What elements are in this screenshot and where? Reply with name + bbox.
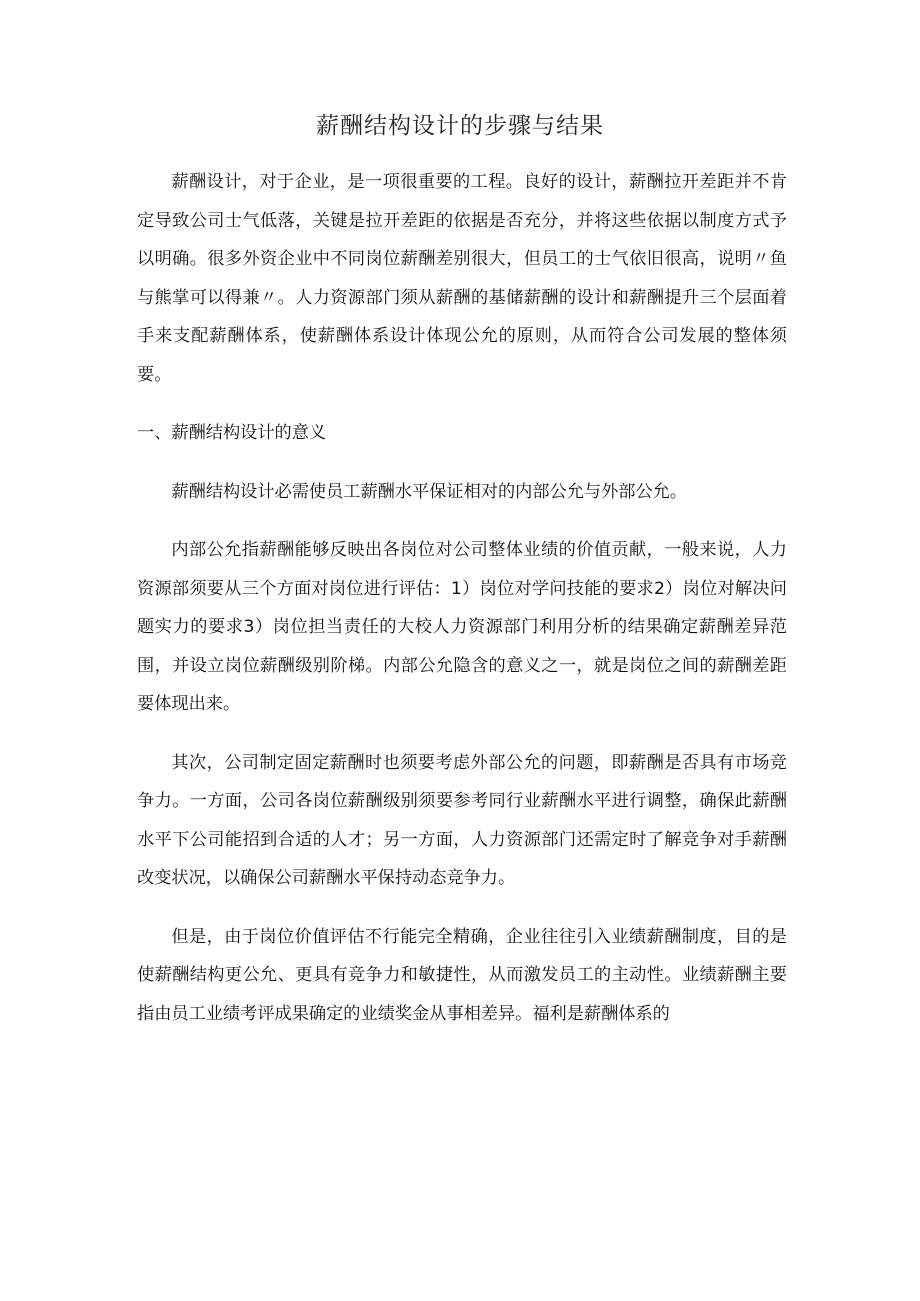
body-paragraph: 薪酬结构设计必需使员工薪酬水平保证相对的内部公允与外部公允。 <box>171 481 688 502</box>
body-paragraph: 内部公允指薪酬能够反映出各岗位对公司整体业绩的价值贡献，一般来说，人力资源部须要从三个方面对岗位进行评估：1）岗位对学问技能的要求2）岗位对解决问题实力的要求3）岗位担当责任的大校人力资源部门利用分析的结果确定薪酬差异范围，并设立岗位薪酬级别阶梯。内部公允隐含的意义之一，就是岗位之间的薪酬差距要体现出来。 <box>137 540 787 714</box>
document-body <box>137 163 787 1033</box>
body-paragraph: 其次，公司制定固定薪酬时也须要考虑外部公允的问题，即薪酬是否具有市场竞争力。一方面，公司各岗位薪酬级别须要参考同行业薪酬水平进行调整，确保此薪酬水平下公司能招到合适的人才；另一方面，人力资源部门还需定时了解竞争对手薪酬改变状况，以确保公司薪酬水平保持动态竞争力。 <box>137 752 787 888</box>
document-title: 薪酬结构设计的步骤与结果 <box>316 113 604 139</box>
intro-paragraph: 薪酬设计，对于企业，是一项很重要的工程。良好的设计，薪酬拉开差距并不肯定导致公司士气低落，关键是拉开差距的依据是否充分，并将这些依据以制度方式予以明确。很多外资企业中不同岗位薪酬差别很大，但员工的士气依旧很高，说明〃鱼与熊掌可以得兼〃。人力资源部门须从薪酬的基储薪酬的设计和薪酬提升三个层面着手来支配薪酬体系，使薪酬体系设计体现公允的原则，从而符合公司发展的整体须要。 <box>137 172 787 385</box>
body-paragraph: 但是，由于岗位价值评估不行能完全精确，企业往往引入业绩薪酬制度，目的是使薪酬结构更公允、更具有竞争力和敏捷性，从而激发员工的主动性。业绩薪酬主要指由员工业绩考评成果确定的业绩奖金从事相差异。福利是薪酬体系的 <box>137 926 787 1024</box>
section-heading: 一、薪酬结构设计的意义 <box>137 423 327 443</box>
